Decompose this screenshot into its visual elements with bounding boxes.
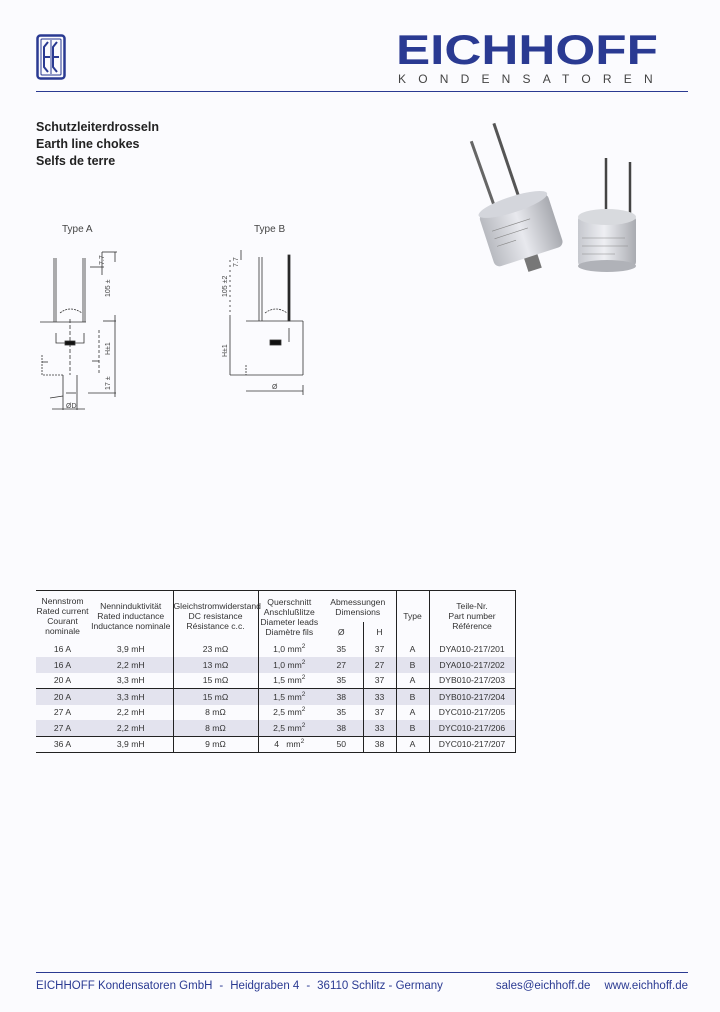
table-row: [36, 642, 515, 658]
cell-diameter: 27: [320, 657, 363, 673]
cell-height: 33: [363, 720, 396, 736]
title-en: Earth line chokes: [36, 137, 140, 151]
table-row: [36, 736, 515, 753]
footer-email-link[interactable]: sales@eichhoff.de: [495, 980, 591, 992]
dim-a-h: H±1: [105, 342, 112, 355]
cell-part-number: DYC010-217/206: [429, 720, 515, 736]
table-row: [36, 673, 515, 689]
diagram-type-a: [30, 215, 170, 420]
type-a-drawing: [30, 215, 170, 420]
product-photo: [430, 110, 680, 290]
cell-part-number: DYA010-217/202: [429, 657, 515, 673]
brand-subtitle: KONDENSATOREN: [398, 72, 665, 86]
ek-monogram-icon: [36, 34, 66, 80]
cell-inductance: 3,9 mH: [89, 642, 173, 658]
footer-divider: [36, 972, 688, 973]
cell-type: B: [396, 720, 429, 736]
cell-current: 27 A: [36, 720, 89, 736]
col-header-current: Nennstrom Rated current Courant nominale: [36, 591, 89, 642]
cell-diameter: 35: [320, 705, 363, 721]
cell-part-number: DYB010-217/203: [429, 673, 515, 689]
cell-section: 1,0 $mm^2$: [273, 643, 306, 655]
diagram-type-b: [210, 215, 320, 400]
cell-section: 2,5 $mm^2$: [258, 720, 320, 736]
cell-part-number: DYB010-217/204: [429, 689, 515, 705]
cell-resistance: 8 mΩ: [173, 705, 258, 721]
cell-part-number: DYC010-217/205: [429, 705, 515, 721]
dim-b-d: Ø: [272, 384, 278, 391]
cell-part-number: DYC010-217/207: [429, 736, 515, 753]
brand: [396, 26, 688, 86]
diagram-type-b-label: Type B: [254, 224, 286, 235]
type-b-drawing: [210, 215, 320, 400]
table-row: [36, 705, 515, 721]
cell-inductance: 2,2 mH: [89, 705, 173, 721]
cell-type: B: [396, 657, 429, 673]
cell-resistance: 8 mΩ: [173, 720, 258, 736]
cell-type: A: [396, 642, 429, 658]
col-header-resistance: Gleichstromwiderstand DC resistance Résistance c.c.: [173, 591, 258, 642]
cell-section: 1,5 $mm^2$: [258, 689, 320, 705]
col-header-height: H: [363, 622, 396, 642]
cell-section: 1,5 $mm^2$: [258, 673, 320, 689]
cell-current: 20 A: [36, 689, 89, 705]
product-titles: [36, 119, 159, 170]
footer-street: Heidgraben 4: [230, 980, 300, 992]
cell-resistance: 23 mΩ: [173, 642, 258, 658]
dim-a-d: ØD: [66, 403, 77, 410]
dim-b-7: 7.7: [233, 257, 240, 267]
cell-type: B: [396, 689, 429, 705]
cell-part-number: DYA010-217/201: [429, 642, 515, 658]
footer-company: EICHHOFF Kondensatoren GmbH: [36, 980, 213, 992]
cell-type: A: [396, 736, 429, 753]
col-header-type: Type: [396, 591, 429, 642]
cell-inductance: 3,3 mH: [89, 689, 173, 705]
dim-a-17: 17 ±: [105, 376, 112, 390]
dim-a-105: 105 ±: [105, 279, 112, 297]
diagram-type-a-label: Type A: [62, 224, 93, 235]
cell-height: 37: [363, 673, 396, 689]
cell-section: 2,5 $mm^2$: [273, 706, 306, 718]
dim-b-105: 105 ±2: [222, 275, 229, 297]
title-de: Schutzleiterdrosseln: [36, 120, 159, 134]
col-header-inductance: Nenninduktivität Rated inductance Inductance nominale: [89, 591, 173, 642]
dim-b-h: H±1: [222, 344, 229, 357]
col-header-dimensions: Abmessungen Dimensions: [320, 591, 396, 622]
cell-resistance: 15 mΩ: [173, 689, 258, 705]
col-header-part-number: Teile-Nr. Part number Référence: [429, 591, 515, 642]
cell-inductance: 3,9 mH: [89, 736, 173, 753]
cell-section: 1,0 $mm^2$: [258, 657, 320, 673]
brand-name: EICHHOFF: [396, 26, 658, 73]
title-fr: Selfs de terre: [36, 154, 116, 168]
cell-height: 33: [363, 689, 396, 705]
cell-diameter: 35: [320, 673, 363, 689]
cell-inductance: 2,2 mH: [89, 657, 173, 673]
cell-resistance: 9 mΩ: [173, 736, 258, 753]
footer-city: 36110 Schlitz - Germany: [317, 980, 443, 992]
dim-a-7: 7.7: [99, 255, 106, 265]
cell-current: 16 A: [36, 657, 89, 673]
cell-height: 37: [363, 642, 396, 658]
footer: [36, 980, 688, 992]
cell-resistance: 13 mΩ: [173, 657, 258, 673]
cell-diameter: 50: [320, 736, 363, 753]
cell-current: 16 A: [53, 644, 72, 655]
cell-height: 38: [363, 736, 396, 753]
col-header-section: Querschnitt Anschlußlitze Diameter leads Diamètre fils: [258, 591, 320, 642]
cell-inductance: 3,3 mH: [89, 673, 173, 689]
cell-current: 36 A: [36, 736, 89, 753]
cell-current: 20 A: [36, 673, 89, 689]
col-header-diameter: Ø: [320, 622, 363, 642]
header-divider: [36, 91, 688, 92]
cell-type: A: [396, 705, 429, 721]
cell-section: 4 $mm^2$: [258, 736, 320, 753]
footer-separator: -: [306, 980, 311, 992]
cell-diameter: 38: [320, 720, 363, 736]
cell-height: 37: [363, 705, 396, 721]
cell-current: 27 A: [53, 707, 72, 718]
cell-diameter: 35: [320, 642, 363, 658]
cell-height: 27: [363, 657, 396, 673]
footer-separator: -: [219, 980, 224, 992]
table-row: [36, 720, 515, 736]
cell-type: A: [396, 673, 429, 689]
table-row: [36, 657, 515, 673]
cell-resistance: 15 mΩ: [173, 673, 258, 689]
specifications-table: [36, 590, 515, 753]
cell-inductance: 2,2 mH: [89, 720, 173, 736]
footer-website-link[interactable]: www.eichhoff.de: [604, 980, 688, 992]
cell-diameter: 38: [320, 689, 363, 705]
table-row: [36, 689, 515, 705]
